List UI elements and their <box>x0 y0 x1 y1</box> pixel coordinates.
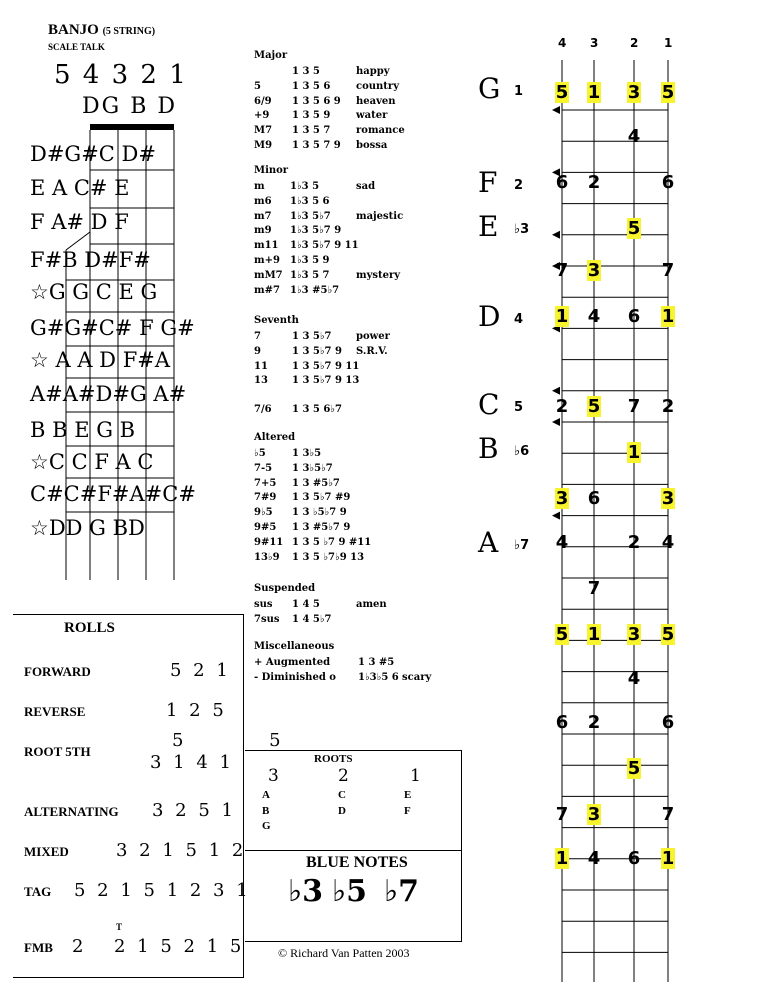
highlighted-note: 5 <box>587 396 601 417</box>
fret-note <box>658 532 678 553</box>
chord-name: M7 <box>254 125 273 137</box>
fret-note <box>624 126 644 147</box>
roots-col3-b: B <box>262 805 270 817</box>
note: 6 <box>627 306 641 327</box>
scale-degree: 4 <box>514 312 524 327</box>
note: 6 <box>661 712 675 733</box>
note: 6 <box>587 488 601 509</box>
highlighted-note: 3 <box>587 260 601 281</box>
chord-formula: 1 3 5 <box>292 66 320 77</box>
chord-name: - Diminished o <box>254 671 336 683</box>
chord-name: 9#5 <box>254 522 277 533</box>
neck-fret-row: ☆G G C E G <box>30 280 158 304</box>
roots-col2-c: C <box>338 789 346 801</box>
blue-note-b3: ♭3 <box>288 874 324 909</box>
chord-name: 7-5 <box>254 462 273 474</box>
highlighted-note: 5 <box>627 218 641 239</box>
title-inline: (5 STRING) <box>102 26 156 37</box>
fret-note <box>552 306 572 327</box>
chord-name: 11 <box>254 360 268 372</box>
fret-note <box>552 804 572 825</box>
chord-name: m9 <box>254 225 272 237</box>
highlighted-note: 5 <box>555 624 569 645</box>
chord-formula: 1 3 5 ♭7 9 #11 <box>292 536 372 548</box>
fret-arrow <box>552 418 560 426</box>
fret-arrow <box>552 512 560 520</box>
fret-note <box>552 260 572 281</box>
note: 4 <box>627 668 641 689</box>
open-strings: DG B D <box>82 94 178 119</box>
roll-pattern: 3 1 4 1 <box>150 752 234 773</box>
fret-note <box>552 712 572 733</box>
neck-fret-row: A#A#D#G A# <box>30 382 187 406</box>
subtitle: SCALE TALK <box>48 42 105 52</box>
highlighted-note: 1 <box>555 848 569 869</box>
neck-fret-row: ☆DD G BD <box>30 516 145 540</box>
chord-mood: amen <box>356 599 387 610</box>
copyright: © Richard Van Patten 2003 <box>278 946 410 960</box>
fret-note <box>552 624 572 645</box>
roll-pattern: 3 2 1 5 1 2 <box>116 840 247 861</box>
neck-fret-row: E A C# E <box>30 176 130 200</box>
scale-letter: D <box>478 300 501 333</box>
highlighted-note: 5 <box>661 82 675 103</box>
chord-section-title-seventh: Seventh <box>254 315 299 326</box>
roll-name: TAG <box>24 884 52 899</box>
chord-formula: 1 3♭5 <box>292 448 322 459</box>
fret-note <box>624 218 644 239</box>
note: 4 <box>587 306 601 327</box>
fret-note <box>624 624 644 645</box>
fret-note <box>624 758 644 779</box>
roll-pattern: 5 2 1 <box>170 660 231 681</box>
note: 7 <box>555 804 569 825</box>
chord-name: 7sus <box>254 613 280 625</box>
roots-col2-d: D <box>338 805 346 817</box>
chord-formula: 1 4 5♭7 <box>292 613 332 625</box>
chord-formula: 1 3 5♭7 #9 <box>292 492 351 504</box>
note: 2 <box>661 396 675 417</box>
highlighted-note: 5 <box>555 82 569 103</box>
chord-formula: 1♭3 5♭7 9 <box>290 225 342 237</box>
string-numbers: 5 4 3 2 1 <box>54 60 188 90</box>
fret-note <box>552 172 572 193</box>
title: BANJO <box>48 22 99 38</box>
chord-formula: 1 3 #5 <box>358 657 395 668</box>
blue-notes-title: BLUE NOTES <box>306 854 408 871</box>
rolls-title: ROLLS <box>64 620 115 636</box>
fret-note <box>624 668 644 689</box>
roll-name: REVERSE <box>24 704 86 719</box>
note: 6 <box>661 172 675 193</box>
chord-name: 7+5 <box>254 477 277 489</box>
fret-note <box>584 306 604 327</box>
chord-formula: 1♭3 5 <box>290 181 320 192</box>
fret-note <box>584 804 604 825</box>
highlighted-note: 5 <box>627 758 641 779</box>
note: 2 <box>587 712 601 733</box>
neck-fret-row: C#C#F#A#C# <box>30 482 196 506</box>
highlighted-note: 3 <box>627 82 641 103</box>
string-header: 4 <box>558 36 567 50</box>
roll-name: FORWARD <box>24 664 91 679</box>
highlighted-note: 3 <box>555 488 569 509</box>
chord-formula: 1♭3 5 6 <box>290 195 330 207</box>
roots-title: ROOTS <box>314 753 353 765</box>
roll-name: ROOT 5TH <box>24 744 91 759</box>
chord-formula: 1 4 5 <box>292 599 320 610</box>
chord-section-title-altered: Altered <box>254 432 296 443</box>
fret-note <box>658 848 678 869</box>
fretboard <box>540 60 680 984</box>
roll-name: FMB <box>24 940 53 955</box>
chord-formula: 1 3 5 7 <box>292 125 331 137</box>
fret-note <box>658 306 678 327</box>
chord-formula: 1 3 5♭7 9 11 <box>292 360 360 372</box>
string-header: 1 <box>664 36 673 50</box>
roll-pattern: 1 2 5 <box>166 700 227 721</box>
string-header: 2 <box>630 36 639 50</box>
roll-pattern: 3 2 5 1 <box>152 800 236 821</box>
chord-formula: 1 3 5♭7 <box>292 331 332 342</box>
note: 4 <box>627 126 641 147</box>
chord-mood: bossa <box>356 140 388 151</box>
note: 7 <box>555 260 569 281</box>
chord-formula: 1♭3 5♭7 9 11 <box>290 240 359 252</box>
fret-note <box>624 396 644 417</box>
scale-letter: B <box>478 432 499 465</box>
chord-name: 9♭5 <box>254 507 273 519</box>
chord-formula: 1♭3 5♭7 <box>290 210 331 222</box>
fret-note <box>658 804 678 825</box>
chord-formula: 1 3 5 6 9 <box>292 95 341 107</box>
roll-pattern: 5 2 1 5 1 2 3 1 <box>74 880 251 901</box>
string-header: 3 <box>590 36 599 50</box>
roll-pattern-top: 5 5 <box>172 730 321 751</box>
fret-note <box>584 82 604 103</box>
fret-note <box>584 578 604 599</box>
chord-name: 5 <box>254 80 261 92</box>
scale-degree: 5 <box>514 400 524 415</box>
chord-mood: romance <box>356 125 405 137</box>
fret-note <box>658 488 678 509</box>
note: 7 <box>627 396 641 417</box>
chord-formula: 1 3 5 6♭7 <box>292 404 342 416</box>
chord-formula: 1 3 5♭7 9 13 <box>292 375 360 387</box>
chord-mood: S.R.V. <box>356 345 388 357</box>
chord-name: 9#11 <box>254 536 284 548</box>
roots-col3-a: A <box>262 789 270 801</box>
fret-arrow <box>552 231 560 239</box>
fret-note <box>658 396 678 417</box>
fret-note <box>584 260 604 281</box>
scale-degree: ♭6 <box>514 444 530 459</box>
fret-note <box>584 712 604 733</box>
roots-header-3: 3 <box>268 766 279 786</box>
chord-formula: 1 3♭5♭7 <box>292 462 333 474</box>
fret-note <box>624 82 644 103</box>
fret-note <box>658 260 678 281</box>
chord-section-title-major: Major <box>254 50 288 61</box>
chord-name: 6/9 <box>254 95 272 107</box>
chord-mood: sad <box>356 181 376 192</box>
highlighted-note: 1 <box>555 306 569 327</box>
scale-letter: E <box>478 210 499 243</box>
fret-arrow <box>552 106 560 114</box>
roots-col3-g: G <box>262 820 271 832</box>
fret-note <box>658 624 678 645</box>
highlighted-note: 1 <box>661 848 675 869</box>
chord-name: 7 <box>254 331 261 342</box>
fret-note <box>658 172 678 193</box>
fret-note <box>552 848 572 869</box>
roll-pattern-lead: 2 <box>72 936 87 957</box>
chord-mood: power <box>356 331 390 342</box>
fret-note <box>584 624 604 645</box>
scale-letter: G <box>478 72 501 105</box>
chord-section-title-misc: Miscellaneous <box>254 641 335 652</box>
fret-note <box>552 396 572 417</box>
chord-formula: 1 3 ♭5♭7 9 <box>292 507 347 519</box>
fret-note <box>658 82 678 103</box>
chord-mood: mystery <box>356 269 401 281</box>
chord-name: 7/6 <box>254 404 272 416</box>
chord-section-title-suspended: Suspended <box>254 583 316 594</box>
highlighted-note: 3 <box>587 804 601 825</box>
chord-name: mM7 <box>254 269 283 281</box>
chord-formula: 1 3 5 ♭7♭9 13 <box>292 551 365 563</box>
chord-name: 13 <box>254 375 268 387</box>
scale-degree: ♭7 <box>514 538 530 553</box>
fret-note <box>584 172 604 193</box>
scale-letter: A <box>478 526 499 559</box>
note: 7 <box>661 804 675 825</box>
chord-formula: 1♭3 5 7 <box>290 269 330 281</box>
roll-name: MIXED <box>24 844 69 859</box>
chord-formula: 1♭3 #5♭7 <box>290 284 340 296</box>
fret-note <box>624 442 644 463</box>
note: 7 <box>661 260 675 281</box>
chord-formula: 1 3 #5♭7 9 <box>292 522 351 533</box>
chord-name: ♭5 <box>254 448 266 459</box>
chord-name: + Augmented <box>254 657 331 668</box>
chord-formula: 1 3 5 9 <box>292 110 331 122</box>
chord-mood: happy <box>356 66 390 77</box>
chord-mood: water <box>356 110 388 122</box>
highlighted-note: 3 <box>661 488 675 509</box>
note: 6 <box>555 172 569 193</box>
roll-pattern-mark: T <box>116 922 123 932</box>
chord-formula: 1♭3 5 9 <box>290 255 330 266</box>
scale-letter: C <box>478 388 500 421</box>
chord-name: 7#9 <box>254 492 277 504</box>
chord-mood: majestic <box>356 210 404 222</box>
page-title <box>48 22 155 39</box>
scale-degree: 1 <box>514 84 524 99</box>
note: 2 <box>555 396 569 417</box>
fret-note <box>658 712 678 733</box>
highlighted-note: 1 <box>627 442 641 463</box>
fret-note <box>624 848 644 869</box>
neck-fret-row: F A# D F <box>30 210 129 234</box>
blue-note-b7: ♭7 <box>384 874 420 909</box>
neck-fret-row: F#B D#F# <box>30 248 151 272</box>
note: 2 <box>587 172 601 193</box>
note: 6 <box>555 712 569 733</box>
highlighted-note: 5 <box>661 624 675 645</box>
fret-note <box>584 396 604 417</box>
fret-note <box>624 532 644 553</box>
roots-col1-e: E <box>404 789 412 801</box>
chord-formula: 1 3 5♭7 9 <box>292 345 342 357</box>
chord-formula: 1 3 5 7 9 <box>292 140 341 151</box>
note: 2 <box>627 532 641 553</box>
chord-name: +9 <box>254 110 270 122</box>
fret-note <box>552 82 572 103</box>
note: 6 <box>627 848 641 869</box>
highlighted-note: 1 <box>661 306 675 327</box>
roots-col1-f: F <box>404 805 411 817</box>
neck-fret-row: B B E G B <box>30 418 136 442</box>
roots-header-1: 1 <box>410 766 421 786</box>
roll-pattern: 2 1 5 2 1 5 <box>114 936 245 957</box>
chord-name: sus <box>254 599 273 610</box>
highlighted-note: 1 <box>587 82 601 103</box>
chord-name: M9 <box>254 140 273 151</box>
roots-header-2: 2 <box>338 766 349 786</box>
chord-name: m11 <box>254 240 279 252</box>
highlighted-note: 3 <box>627 624 641 645</box>
note: 4 <box>555 532 569 553</box>
chord-mood: scary <box>402 671 432 683</box>
chord-formula: 1 3 #5♭7 <box>292 477 340 489</box>
roots-divider <box>245 850 461 851</box>
chord-name: m+9 <box>254 255 280 266</box>
blue-note-b5: ♭5 <box>332 874 368 909</box>
chord-name: m <box>254 181 265 192</box>
chord-name: m#7 <box>254 284 280 296</box>
scale-letter: F <box>478 166 498 199</box>
chord-name: 13♭9 <box>254 551 280 563</box>
scale-degree: ♭3 <box>514 222 530 237</box>
roll-name: ALTERNATING <box>24 804 119 819</box>
chord-name: m7 <box>254 210 272 222</box>
chord-section-title-minor: Minor <box>254 165 289 176</box>
chord-mood: country <box>356 80 399 92</box>
chord-name: 9 <box>254 345 261 357</box>
note: 7 <box>587 578 601 599</box>
chord-name: m6 <box>254 195 272 207</box>
chord-formula: 1♭3♭5 6 <box>358 671 399 683</box>
fret-note <box>584 848 604 869</box>
highlighted-note: 1 <box>587 624 601 645</box>
fret-note <box>552 532 572 553</box>
fret-note <box>552 488 572 509</box>
note: 4 <box>661 532 675 553</box>
neck-fret-row: D#G#C D# <box>30 142 156 166</box>
neck-fret-row: ☆ A A D F#A <box>30 348 171 372</box>
fret-note <box>624 306 644 327</box>
neck-fret-row: G#G#C# F G# <box>30 316 195 340</box>
chord-formula: 1 3 5 6 <box>292 80 331 92</box>
fret-note <box>584 488 604 509</box>
chord-mood: heaven <box>356 95 396 107</box>
neck-fret-row: ☆C C F A C <box>30 450 154 474</box>
note: 4 <box>587 848 601 869</box>
scale-degree: 2 <box>514 178 524 193</box>
fret-arrow <box>552 387 560 395</box>
